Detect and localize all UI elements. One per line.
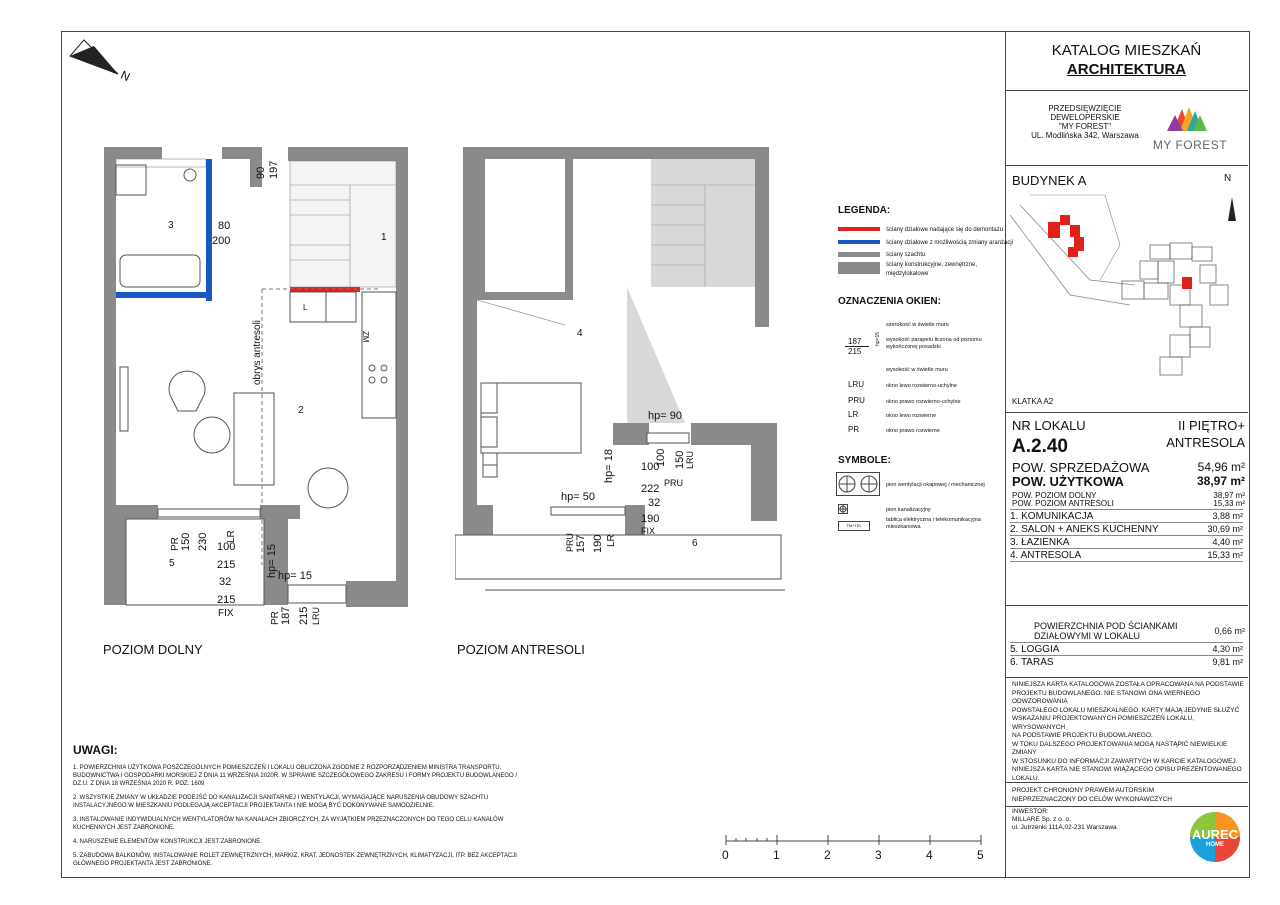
note-item: 3. INSTALOWANIE INDYWIDUALNYCH WENTYLATORÓW NA KANAŁACH ZBIORCZYCH, ZA WYJĄTKIEM PRZEZNACZONYCH DO TEGO CELU KANAŁÓW KUCHENNYCH JEST ZABRONIONE. <box>73 817 504 831</box>
sales-area-label: POW. SPRZEDAŻOWA <box>1012 460 1150 475</box>
window-type-code: PR <box>848 425 860 434</box>
window-type-code: PRU <box>848 396 865 405</box>
site-north: N <box>1224 173 1232 184</box>
disclaimer-line: W TOKU DALSZEGO PROJEKTOWANIA MOGĄ NASTĄPIĆ NIEWIELKIE ZMIANY <box>1012 740 1228 756</box>
room-label-6: 6 <box>692 538 698 549</box>
sales-area-value: 54,96 m² <box>1197 460 1245 474</box>
walls-area-value: 0,66 m² <box>1214 626 1245 636</box>
site-plan-map <box>1010 185 1246 395</box>
mezz-w-lr: LR <box>606 534 617 547</box>
note-item: 2. WSZYSTKIE ZMIANY W UKŁADZIE PODEJŚĆ DO KANALIZACJI SANITARNEJ I WENTYLACJI, WYMAGAJĄCE NARUSZENIA OBUDOWY SZACHTU INSTALACYJNEGO W MIESZKANIU PODLEGAJĄ AKCEPTACJI PROJEKTANTA I NIE MOGĄ BYĆ DOKONYWANE SAMODZIELNIE. <box>73 795 489 809</box>
investor-address: ul. Jutrzenki 111A,02-231 Warszawa <box>1012 824 1117 831</box>
lower-area-label: POW. POZIOM DOLNY <box>1012 491 1097 500</box>
door-width: 90 <box>255 166 267 179</box>
mezz-w-pru: PRU <box>565 532 575 552</box>
window-type-text: okno lewo rozwierne <box>886 413 937 419</box>
w1-215b: 215 <box>217 594 236 606</box>
w1-pr: PR <box>170 537 181 551</box>
divider-top <box>1005 90 1248 91</box>
disclaimer-line: PROJEKTU BUDOWLANEGO. NIE STANOWI ONA WIERNEGO ODWZOROWANIA <box>1012 689 1201 705</box>
disclaimer-line: WSKAZANIU PROJEKTOWANYCH POMIESZCZEŃ LOKALU, WRYSOWANYCH <box>1012 715 1195 731</box>
disclaimer-line: LOKALU. <box>1012 774 1040 782</box>
room-label-1: 1 <box>381 232 387 243</box>
mezz-w-222: 222 <box>641 483 660 495</box>
legend-text: ściany działowe z możliwością zmiany aranżacji <box>886 240 1014 246</box>
window-type-text: okno lewo rozwierno-uchylne <box>886 383 957 389</box>
developer-line2: DEWELOPERSKIE <box>1050 113 1120 122</box>
disclaimer-line: NINIEJSZA KARTA NIE STANOWI WIĄŻĄCEGO OPISU PREZENTOWANEGO <box>1012 766 1242 773</box>
room-label-3: 3 <box>168 220 174 231</box>
scale-tick: 0 <box>722 848 729 862</box>
catalog-title: KATALOG MIESZKAŃ <box>1051 42 1202 59</box>
room-area: 3,88 m² <box>1212 511 1243 521</box>
copyright-line1: PROJEKT CHRONIONY PRAWEM AUTORSKIM <box>1012 787 1155 794</box>
symbol-text: pion wentylacji okapowej / mechanicznej <box>886 482 985 488</box>
symbol-text: tablica elektryczna i telekomunikacyjna mieszkaniowa <box>886 517 981 530</box>
room-label-5: 5 <box>169 558 175 569</box>
room-name: 1. KOMUNIKACJA <box>1010 511 1094 522</box>
room-label-2: 2 <box>298 405 304 416</box>
window-type-text: okno prawo rozwierno-uchylne <box>886 399 961 405</box>
ventilation-symbol-icon <box>836 472 880 496</box>
north-arrow-site <box>1228 197 1236 221</box>
outdoor-list <box>1010 643 1243 668</box>
room-name: 2. SALON + ANEKS KUCHENNY <box>1010 524 1159 535</box>
window-type-code: LR <box>848 410 859 419</box>
scale-tick: 5 <box>977 848 984 862</box>
outdoor-row <box>1010 643 1243 656</box>
mezz-w-pru-small: PRU <box>664 478 684 488</box>
disclaimer-line: W STOSUNKU DO INFORMACJI ZAWARTYCH W KARCIE KATALOGOWEJ. <box>1012 757 1238 765</box>
site-plan <box>1010 185 1246 395</box>
fridge-label: L <box>303 303 308 312</box>
room-row <box>1010 523 1243 536</box>
north-arrow-icon <box>66 36 146 92</box>
room-label-4: 4 <box>577 328 583 339</box>
disclaimer <box>1012 681 1248 783</box>
w1-hp: hp= 15 <box>266 544 278 578</box>
mezz-area-label: POW. POZIOM ANTRESOLI <box>1012 499 1114 508</box>
outdoor-area: 4,30 m² <box>1212 644 1243 654</box>
unit-floor: II PIĘTRO+ <box>1178 418 1245 433</box>
mezzanine-title: POZIOM ANTRESOLI <box>457 642 585 657</box>
my-forest-logo-text: MY FOREST <box>1152 138 1228 152</box>
lower-floor-drawing <box>100 145 420 625</box>
mezzanine-drawing <box>455 145 785 625</box>
legend-swatch-red <box>838 227 880 231</box>
scale-tick: 4 <box>926 848 933 862</box>
catalog-subtitle: ARCHITEKTURA <box>1066 61 1187 78</box>
unit-nr: A.2.40 <box>1012 436 1068 457</box>
legend-title: LEGENDA: <box>838 205 891 216</box>
north-arrow <box>66 36 146 92</box>
divider-outdoor <box>1005 677 1248 678</box>
divider-dev <box>1005 165 1248 166</box>
note-item: 4. NARUSZENIE ELEMENTÓW KONSTRUKCJI JEST ZABRONIONE. <box>73 839 262 845</box>
room-name: 3. ŁAZIENKA <box>1010 537 1070 548</box>
investor-label: INWESTOR: <box>1012 808 1049 815</box>
building-label: BUDYNEK A <box>1012 173 1087 188</box>
window-type-code: LRU <box>848 380 865 389</box>
room-area: 30,69 m² <box>1207 524 1243 534</box>
room-row <box>1010 536 1243 549</box>
room-name: 4. ANTRESOLA <box>1010 550 1082 561</box>
window-type-text: okno prawo rozwierne <box>886 428 940 434</box>
divider-building <box>1005 412 1248 413</box>
aurec-logo-sub: HOME <box>1206 842 1224 848</box>
w2-187: 187 <box>280 606 292 625</box>
walls-area-line1: POWIERZCHNIA POD ŚCIANKAMI <box>1034 621 1178 631</box>
legend-text: ściany szachtu <box>886 252 926 258</box>
divider-rooms <box>1005 605 1248 606</box>
w2-lru: LRU <box>311 606 321 625</box>
window-desc-w: szerokość w świetle muru <box>886 322 949 328</box>
scale-bar <box>716 834 988 846</box>
disclaimer-line: NINIEJSZA KARTA KATALOGOWA ZOSTAŁA OPRACOWANA NA PODSTAWIE <box>1012 681 1244 688</box>
scale-tick: 3 <box>875 848 882 862</box>
disclaimer-line: NA PODSTAWIE PROJEKTU BUDOWLANEGO. <box>1012 732 1153 739</box>
outdoor-name: 5. LOGGIA <box>1010 644 1060 655</box>
w1-100: 100 <box>217 541 236 553</box>
symbols-title: SYMBOLE: <box>838 455 891 466</box>
notes-list <box>73 764 533 868</box>
symbol-text: pion kanalizacyjny <box>886 507 931 513</box>
developer-line3: "MY FOREST" <box>1058 122 1112 131</box>
door-height: 197 <box>268 160 280 179</box>
w1-fix: FIX <box>218 608 234 619</box>
copyright-line2: NIEPRZEZNACZONY DO CELÓW WYKONAWCZYCH <box>1012 796 1172 803</box>
w2-215: 215 <box>298 606 310 625</box>
lower-floor-plan <box>100 145 420 625</box>
notes-title: UWAGI: <box>73 743 118 757</box>
mezz-w-150: 150 <box>674 450 686 469</box>
mezz-w-100b: 100 <box>641 461 660 473</box>
building-highlight <box>1048 215 1084 257</box>
bath-door-width: 80 <box>218 220 231 232</box>
note-item: 1. POWIERZCHNIA UŻYTKOWA POSZCZEGÓLNYCH POMIESZCZEŃ I LOKALU OBLICZONA ZGODNIE Z ROZPORZĄDZENIEM MINISTRA TRANSPORTU, BUDOWNICTWA I GOSPODARKI MORSKIEJ Z DNIA 11 WRZEŚNIA 2020R. W SPRAWIE SZCZEGÓŁOWEGO ZAKRESU I FORMY PROJEKTU BUDOWLANEGO / DZ.U. Z DNIA 18 WRZEŚNIA 2020 R. POZ. 1609 <box>73 765 518 787</box>
panel-symbol-icon: TM+TEL <box>838 521 870 531</box>
mezzanine-outline-label: obrys antresoli <box>252 319 263 385</box>
windows-title: OZNACZENIA OKIEN: <box>838 296 941 307</box>
investor-name: MILLARE Sp. z o. o. <box>1012 816 1071 823</box>
w1-lr: LR <box>226 530 237 543</box>
stair-label: KLATKA A2 <box>1012 397 1054 406</box>
mezzanine-plan <box>455 145 785 625</box>
legend-text: ściany konstrukcyjne, zewnętrzne, międzylokalowe <box>886 262 978 277</box>
mezz-hp50: hp= 50 <box>561 491 595 503</box>
mezz-w-190: 190 <box>641 513 660 525</box>
developer-line1: PRZEDSIĘWZIĘCIE <box>1048 104 1122 113</box>
usable-area-value: 38,97 m² <box>1196 474 1245 488</box>
mezz-w-190b: 190 <box>592 534 604 553</box>
mezz-w-fix: FIX <box>641 526 656 536</box>
scale-tick: 2 <box>824 848 831 862</box>
w2-pr: PR <box>270 611 281 625</box>
mezz-area-value: 15,33 m² <box>1213 499 1245 508</box>
aurec-logo-text: AUREC <box>1191 827 1239 842</box>
w1-150: 150 <box>180 532 192 551</box>
unit-nr-label: NR LOKALU <box>1012 418 1086 433</box>
window-desc-hp: wysokość parapetu liczona od poziomu wykończonej posadzki <box>886 337 982 350</box>
mezz-hp90: hp= 90 <box>648 410 682 422</box>
window-sample-hp: hp=15 <box>875 331 881 346</box>
mezz-w-32: 32 <box>648 497 661 509</box>
room-area: 15,33 m² <box>1207 550 1243 560</box>
room-row <box>1010 510 1243 523</box>
legend-text: ściany działowe nadające się do demontażu <box>886 227 1004 233</box>
sewer-symbol-icon <box>838 501 848 511</box>
scale-bar-graphic <box>716 835 988 847</box>
room-list <box>1010 510 1243 562</box>
w1-230: 230 <box>197 532 209 551</box>
unit-floor-2: ANTRESOLA <box>1166 435 1245 450</box>
w1-32: 32 <box>219 576 232 588</box>
legend-swatch-shaft <box>838 252 880 257</box>
copyright-underline <box>1005 806 1248 807</box>
outdoor-row <box>1010 656 1243 668</box>
outdoor-area: 9,81 m² <box>1212 657 1243 667</box>
w1-215: 215 <box>217 559 236 571</box>
scale-tick: 1 <box>773 848 780 862</box>
legend-swatch-blue <box>838 240 880 244</box>
lower-floor-title: POZIOM DOLNY <box>103 642 203 657</box>
window-desc-h: wysokość w świetle muru <box>886 367 948 373</box>
room-area: 4,40 m² <box>1212 537 1243 547</box>
outdoor-name: 6. TARAS <box>1010 657 1054 668</box>
mezz-w-100: 100 <box>655 448 667 467</box>
title-block-divider <box>1005 31 1006 877</box>
developer-line4: UL. Modlińska 342, Warszawa <box>1031 131 1139 140</box>
north-arrow-label: N <box>118 67 133 85</box>
lower-area-value: 38,97 m² <box>1213 491 1245 500</box>
note-item: 5. ZABUDOWA BALKONÓW, INSTALOWANIE ROLET ZEWNĘTRZNYCH, MARKIZ, KRAT, JEDNOSTEK ZEWNĘTRZNYCH, KLIMATYZACJI, ITP. BEZ AKCEPTACJI GŁÓWNEGO PROJEKTANTA JEST ZABRONIONE. <box>73 853 517 867</box>
bath-door-height: 200 <box>212 235 231 247</box>
zm-label: ZM <box>361 331 370 343</box>
walls-area-line2: DZIAŁOWYMI W LOKALU <box>1034 631 1141 641</box>
window-sample-w: 187 <box>848 337 862 346</box>
mezz-w-hp18: hp= 18 <box>603 449 615 483</box>
window-sample-h: 215 <box>848 347 862 356</box>
room-row <box>1010 549 1243 562</box>
legend-swatch-structural <box>838 262 880 274</box>
mezz-w-157: 157 <box>575 534 587 553</box>
w2-hp: hp= 15 <box>278 570 312 582</box>
usable-area-label: POW. UŻYTKOWA <box>1012 474 1124 489</box>
mezz-w-lru: LRU <box>685 450 695 469</box>
disclaimer-line: POWSTAŁEGO LOKALU MIESZKALNEGO. KARTY MAJĄ JEDYNIE SŁUŻYĆ <box>1012 706 1240 714</box>
